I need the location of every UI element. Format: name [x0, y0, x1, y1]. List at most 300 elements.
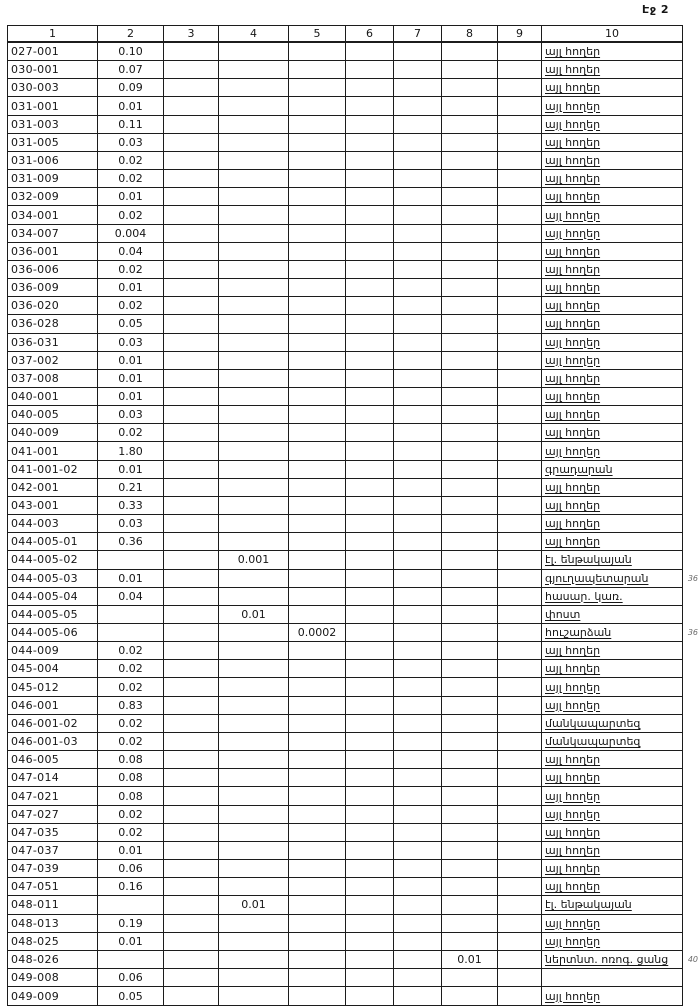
- land-type-cell: այլ հողեր: [542, 333, 683, 351]
- value-cell: [164, 387, 219, 405]
- value-cell: 0.36: [98, 533, 164, 551]
- value-cell: [219, 823, 289, 841]
- land-type-cell: այլ հողեր: [542, 860, 683, 878]
- parcel-code-cell: 049-008: [8, 968, 98, 986]
- value-cell: [498, 714, 542, 732]
- value-cell: [346, 823, 394, 841]
- table-row: [8, 896, 683, 914]
- value-cell: [164, 841, 219, 859]
- value-cell: 0.0002: [289, 624, 346, 642]
- value-cell: [289, 805, 346, 823]
- value-cell: [219, 950, 289, 968]
- value-cell: [442, 968, 498, 986]
- parcel-code-cell: 041-001-02: [8, 460, 98, 478]
- value-cell: [219, 297, 289, 315]
- value-cell: [394, 860, 442, 878]
- column-header: 4: [219, 26, 289, 43]
- value-cell: [498, 533, 542, 551]
- value-cell: [289, 224, 346, 242]
- value-cell: [219, 496, 289, 514]
- land-type-cell: այլ հողեր: [542, 696, 683, 714]
- value-cell: 0.02: [98, 297, 164, 315]
- value-cell: 0.02: [98, 732, 164, 750]
- parcel-code-cell: 042-001: [8, 478, 98, 496]
- table-row: [8, 206, 683, 224]
- land-type-cell: այլ հողեր: [542, 188, 683, 206]
- value-cell: [346, 605, 394, 623]
- table-row: [8, 769, 683, 787]
- value-cell: [164, 968, 219, 986]
- column-header: 6: [346, 26, 394, 43]
- value-cell: [164, 987, 219, 1006]
- table-row: [8, 79, 683, 97]
- value-cell: [219, 61, 289, 79]
- value-cell: 0.04: [98, 242, 164, 260]
- value-cell: [219, 696, 289, 714]
- value-cell: [498, 333, 542, 351]
- table-row: [8, 533, 683, 551]
- value-cell: [394, 424, 442, 442]
- value-cell: [346, 696, 394, 714]
- parcel-code-cell: 034-007: [8, 224, 98, 242]
- value-cell: [498, 751, 542, 769]
- value-cell: [394, 460, 442, 478]
- value-cell: [289, 732, 346, 750]
- land-register-table: [7, 25, 698, 1006]
- value-cell: [498, 242, 542, 260]
- value-cell: [289, 97, 346, 115]
- value-cell: [442, 333, 498, 351]
- land-type-cell: այլ հողեր: [542, 678, 683, 696]
- value-cell: [219, 751, 289, 769]
- value-cell: [164, 369, 219, 387]
- value-cell: 0.01: [98, 279, 164, 297]
- value-cell: [442, 678, 498, 696]
- value-cell: [289, 605, 346, 623]
- value-cell: [289, 696, 346, 714]
- value-cell: [219, 424, 289, 442]
- value-cell: [394, 896, 442, 914]
- value-cell: [289, 206, 346, 224]
- column-header: 2: [98, 26, 164, 43]
- value-cell: [289, 260, 346, 278]
- value-cell: [219, 97, 289, 115]
- value-cell: [346, 660, 394, 678]
- handwritten-margin-note: 36: [687, 628, 698, 638]
- value-cell: 0.01: [98, 369, 164, 387]
- value-cell: [346, 260, 394, 278]
- value-cell: 0.01: [98, 841, 164, 859]
- value-cell: [164, 805, 219, 823]
- land-type-cell: այլ հողեր: [542, 61, 683, 79]
- value-cell: [164, 823, 219, 841]
- land-type-cell: այլ հողեր: [542, 351, 683, 369]
- value-cell: [346, 533, 394, 551]
- land-type-cell: այլ հողեր: [542, 424, 683, 442]
- table-row: [8, 823, 683, 841]
- value-cell: [346, 769, 394, 787]
- value-cell: [98, 624, 164, 642]
- value-cell: [394, 369, 442, 387]
- value-cell: [289, 387, 346, 405]
- land-type-cell: այլ հողեր: [542, 878, 683, 896]
- value-cell: [164, 678, 219, 696]
- value-cell: [346, 151, 394, 169]
- value-cell: [289, 515, 346, 533]
- table-row: [8, 333, 683, 351]
- value-cell: [442, 351, 498, 369]
- parcel-code-cell: 043-001: [8, 496, 98, 514]
- value-cell: [219, 968, 289, 986]
- land-type-cell: այլ հողեր: [542, 369, 683, 387]
- value-cell: [219, 151, 289, 169]
- column-header: 3: [164, 26, 219, 43]
- value-cell: 0.03: [98, 333, 164, 351]
- value-cell: 0.02: [98, 260, 164, 278]
- value-cell: [442, 805, 498, 823]
- value-cell: [219, 242, 289, 260]
- value-cell: [164, 206, 219, 224]
- land-type-cell: էլ. ենթակայան: [542, 896, 683, 914]
- value-cell: [289, 242, 346, 260]
- value-cell: [219, 914, 289, 932]
- value-cell: 0.05: [98, 987, 164, 1006]
- table-row: [8, 587, 683, 605]
- value-cell: [498, 696, 542, 714]
- table-row: [8, 424, 683, 442]
- value-cell: [289, 79, 346, 97]
- value-cell: [498, 515, 542, 533]
- value-cell: [164, 61, 219, 79]
- value-cell: [442, 442, 498, 460]
- value-cell: [442, 151, 498, 169]
- value-cell: [394, 950, 442, 968]
- value-cell: [394, 442, 442, 460]
- value-cell: [498, 732, 542, 750]
- land-type-cell: գյուղապետարան 36: [542, 569, 683, 587]
- table-row: [8, 151, 683, 169]
- table-row: [8, 569, 683, 587]
- land-type-cell: այլ հողեր: [542, 805, 683, 823]
- value-cell: 0.03: [98, 515, 164, 533]
- value-cell: [289, 297, 346, 315]
- table-header-row: [8, 26, 683, 43]
- land-type-cell: այլ հողեր: [542, 297, 683, 315]
- value-cell: [498, 642, 542, 660]
- value-cell: 0.01: [98, 460, 164, 478]
- value-cell: [164, 569, 219, 587]
- value-cell: [219, 333, 289, 351]
- value-cell: [394, 878, 442, 896]
- value-cell: [394, 551, 442, 569]
- value-cell: [289, 587, 346, 605]
- value-cell: [289, 660, 346, 678]
- value-cell: [346, 950, 394, 968]
- value-cell: [498, 151, 542, 169]
- value-cell: [442, 569, 498, 587]
- value-cell: [346, 569, 394, 587]
- value-cell: 0.02: [98, 206, 164, 224]
- value-cell: [394, 805, 442, 823]
- value-cell: [289, 369, 346, 387]
- value-cell: 0.06: [98, 968, 164, 986]
- value-cell: [346, 242, 394, 260]
- value-cell: [219, 714, 289, 732]
- value-cell: [346, 369, 394, 387]
- value-cell: [289, 496, 346, 514]
- value-cell: [346, 170, 394, 188]
- value-cell: [219, 987, 289, 1006]
- value-cell: [289, 987, 346, 1006]
- value-cell: [346, 115, 394, 133]
- parcel-code-cell: 048-026: [8, 950, 98, 968]
- land-type-cell: այլ հողեր: [542, 823, 683, 841]
- value-cell: [498, 569, 542, 587]
- value-cell: [498, 206, 542, 224]
- table-row: [8, 660, 683, 678]
- value-cell: [98, 950, 164, 968]
- value-cell: [394, 151, 442, 169]
- value-cell: [442, 42, 498, 61]
- table-row: [8, 714, 683, 732]
- value-cell: [442, 224, 498, 242]
- column-header: 9: [498, 26, 542, 43]
- value-cell: [219, 133, 289, 151]
- land-type-cell: այլ հողեր: [542, 42, 683, 61]
- value-cell: [219, 878, 289, 896]
- value-cell: [442, 133, 498, 151]
- value-cell: [442, 987, 498, 1006]
- value-cell: [289, 968, 346, 986]
- value-cell: 0.02: [98, 714, 164, 732]
- value-cell: [346, 206, 394, 224]
- value-cell: [164, 424, 219, 442]
- value-cell: [346, 460, 394, 478]
- table-row: [8, 97, 683, 115]
- land-type-cell: այլ հողեր: [542, 387, 683, 405]
- value-cell: 0.02: [98, 424, 164, 442]
- land-type-cell: մանկապարտեզ: [542, 732, 683, 750]
- parcel-code-cell: 040-001: [8, 387, 98, 405]
- value-cell: [346, 79, 394, 97]
- value-cell: [219, 460, 289, 478]
- parcel-code-cell: 031-003: [8, 115, 98, 133]
- value-cell: [289, 787, 346, 805]
- value-cell: [289, 860, 346, 878]
- value-cell: 0.33: [98, 496, 164, 514]
- value-cell: [289, 333, 346, 351]
- value-cell: [394, 605, 442, 623]
- value-cell: [346, 732, 394, 750]
- value-cell: [498, 551, 542, 569]
- value-cell: [442, 206, 498, 224]
- table-row: [8, 605, 683, 623]
- value-cell: [164, 460, 219, 478]
- value-cell: [164, 950, 219, 968]
- value-cell: [442, 860, 498, 878]
- value-cell: [498, 914, 542, 932]
- table-row: [8, 369, 683, 387]
- land-type-cell: հասար. կառ.: [542, 587, 683, 605]
- value-cell: [289, 751, 346, 769]
- value-cell: [219, 478, 289, 496]
- value-cell: [498, 460, 542, 478]
- value-cell: [164, 242, 219, 260]
- value-cell: [346, 315, 394, 333]
- value-cell: [346, 333, 394, 351]
- parcel-code-cell: 044-005-02: [8, 551, 98, 569]
- value-cell: [394, 333, 442, 351]
- value-cell: [394, 115, 442, 133]
- table-row: [8, 841, 683, 859]
- value-cell: [346, 133, 394, 151]
- value-cell: [164, 170, 219, 188]
- table-row: [8, 787, 683, 805]
- value-cell: [442, 932, 498, 950]
- value-cell: [394, 133, 442, 151]
- value-cell: [164, 496, 219, 514]
- land-type-cell: այլ հողեր: [542, 442, 683, 460]
- value-cell: [498, 950, 542, 968]
- value-cell: [442, 297, 498, 315]
- value-cell: [394, 206, 442, 224]
- value-cell: 0.01: [98, 932, 164, 950]
- table-row: [8, 315, 683, 333]
- table-row: [8, 260, 683, 278]
- parcel-code-cell: 049-009: [8, 987, 98, 1006]
- parcel-code-cell: 047-051: [8, 878, 98, 896]
- table-row: [8, 387, 683, 405]
- value-cell: [498, 660, 542, 678]
- value-cell: [346, 841, 394, 859]
- value-cell: [394, 515, 442, 533]
- value-cell: [164, 442, 219, 460]
- land-type-cell: այլ հողեր: [542, 115, 683, 133]
- value-cell: [219, 260, 289, 278]
- value-cell: [346, 478, 394, 496]
- value-cell: [346, 878, 394, 896]
- value-cell: [394, 932, 442, 950]
- value-cell: [442, 496, 498, 514]
- value-cell: [164, 79, 219, 97]
- value-cell: [442, 823, 498, 841]
- value-cell: [498, 932, 542, 950]
- value-cell: [289, 914, 346, 932]
- parcel-code-cell: 031-001: [8, 97, 98, 115]
- parcel-code-cell: 034-001: [8, 206, 98, 224]
- value-cell: [498, 478, 542, 496]
- value-cell: [164, 769, 219, 787]
- table-row: [8, 987, 683, 1006]
- table-row: [8, 406, 683, 424]
- value-cell: [442, 714, 498, 732]
- table-row: [8, 751, 683, 769]
- value-cell: [289, 188, 346, 206]
- table-row: [8, 442, 683, 460]
- value-cell: [346, 297, 394, 315]
- parcel-code-cell: 031-009: [8, 170, 98, 188]
- value-cell: [164, 878, 219, 896]
- parcel-code-cell: 045-004: [8, 660, 98, 678]
- value-cell: [164, 932, 219, 950]
- land-type-cell: այլ հողեր: [542, 769, 683, 787]
- parcel-code-cell: 037-002: [8, 351, 98, 369]
- value-cell: [219, 533, 289, 551]
- value-cell: 0.08: [98, 787, 164, 805]
- value-cell: [98, 551, 164, 569]
- value-cell: [164, 515, 219, 533]
- parcel-code-cell: 036-001: [8, 242, 98, 260]
- table-row: [8, 914, 683, 932]
- value-cell: [219, 569, 289, 587]
- value-cell: [346, 61, 394, 79]
- value-cell: [498, 170, 542, 188]
- value-cell: [394, 97, 442, 115]
- table-row: [8, 968, 683, 986]
- value-cell: [442, 751, 498, 769]
- value-cell: [164, 624, 219, 642]
- value-cell: [346, 97, 394, 115]
- parcel-code-cell: 030-003: [8, 79, 98, 97]
- value-cell: [289, 569, 346, 587]
- value-cell: [219, 170, 289, 188]
- land-type-cell: այլ հողեր: [542, 478, 683, 496]
- value-cell: [289, 351, 346, 369]
- parcel-code-cell: 030-001: [8, 61, 98, 79]
- value-cell: [394, 279, 442, 297]
- value-cell: 0.01: [98, 97, 164, 115]
- value-cell: [164, 696, 219, 714]
- parcel-code-cell: 032-009: [8, 188, 98, 206]
- value-cell: 0.02: [98, 678, 164, 696]
- land-type-cell: այլ հողեր: [542, 242, 683, 260]
- table-row: [8, 860, 683, 878]
- value-cell: [498, 805, 542, 823]
- value-cell: [394, 315, 442, 333]
- handwritten-margin-note: 40: [687, 954, 698, 964]
- value-cell: 1.80: [98, 442, 164, 460]
- value-cell: [394, 787, 442, 805]
- value-cell: [164, 224, 219, 242]
- value-cell: [394, 260, 442, 278]
- value-cell: 0.08: [98, 769, 164, 787]
- value-cell: [442, 515, 498, 533]
- value-cell: [442, 170, 498, 188]
- value-cell: 0.01: [98, 387, 164, 405]
- value-cell: [498, 860, 542, 878]
- value-cell: [442, 369, 498, 387]
- value-cell: [164, 787, 219, 805]
- value-cell: [219, 188, 289, 206]
- value-cell: [498, 968, 542, 986]
- parcel-code-cell: 046-001: [8, 696, 98, 714]
- table-row: [8, 878, 683, 896]
- land-type-cell: մանկապարտեզ: [542, 714, 683, 732]
- value-cell: [346, 805, 394, 823]
- value-cell: [346, 642, 394, 660]
- value-cell: [394, 79, 442, 97]
- value-cell: [346, 968, 394, 986]
- value-cell: [394, 170, 442, 188]
- value-cell: 0.83: [98, 696, 164, 714]
- value-cell: [394, 732, 442, 750]
- value-cell: [346, 587, 394, 605]
- value-cell: 0.03: [98, 133, 164, 151]
- parcel-code-cell: 046-005: [8, 751, 98, 769]
- table-row: [8, 642, 683, 660]
- value-cell: [498, 605, 542, 623]
- value-cell: [442, 696, 498, 714]
